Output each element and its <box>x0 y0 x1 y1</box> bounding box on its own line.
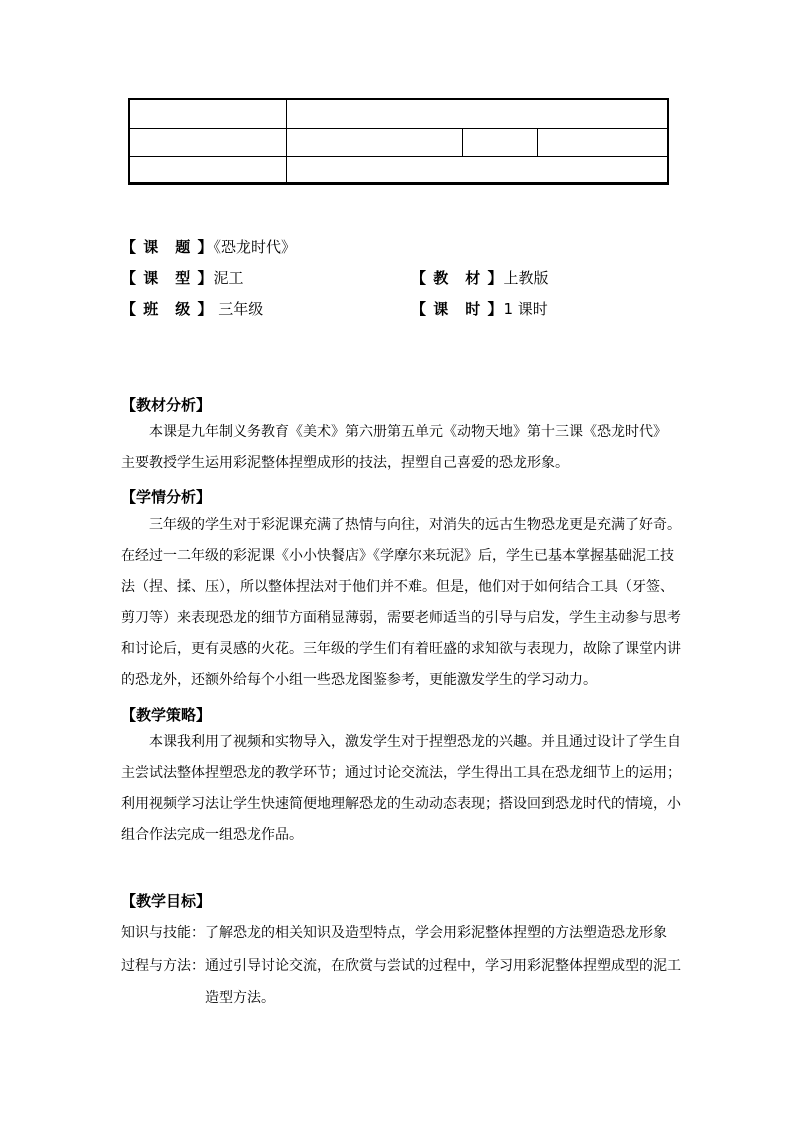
header-table <box>128 98 669 185</box>
text-line: 剪刀等）来表现恐龙的细节方面稍显薄弱，需要老师适当的引导与启发，学生主动参与思考 <box>121 610 681 626</box>
header-table-cell <box>287 157 667 184</box>
header-table-cell <box>287 100 667 128</box>
text-line: 法（捏、揉、压），所以整体捏法对于他们并不难。但是，他们对于如何结合工具（牙签、 <box>121 579 674 595</box>
text-line: 和讨论后，更有灵感的火花。三年级的学生们有着旺盛的求知欲与表现力，故除了课堂内讲 <box>121 641 681 657</box>
textbook-label: 【 教 材 】 <box>411 269 504 287</box>
period-line <box>411 298 548 319</box>
goal-process: 过程与方法：通过引导讨论交流，在欣赏与尝试的过程中，学习用彩泥整体捏塑成型的泥工 <box>121 958 681 974</box>
text-line: 本课是九年制义务教育《美术》第六册第五单元《动物天地》第十三课《恐龙时代》 <box>149 424 667 440</box>
header-table-cell <box>130 129 287 156</box>
textbook-line <box>411 267 548 288</box>
header-table-row <box>130 100 667 129</box>
text-line: 主要教授学生运用彩泥整体捏塑成形的技法，捏塑自己喜爱的恐龙形象。 <box>121 455 569 471</box>
teaching-strategy-text <box>121 727 681 851</box>
topic-value: 《恐龙时代》 <box>213 238 296 256</box>
student-analysis-title: 【学情分析】 <box>121 488 212 506</box>
header-table-cell <box>463 129 538 156</box>
header-table-cell <box>130 100 287 128</box>
text-line: 本课我利用了视频和实物导入，激发学生对于捏塑恐龙的兴趣。并且通过设计了学生自 <box>149 734 681 750</box>
header-table-row <box>130 157 667 184</box>
goal-knowledge: 知识与技能：了解恐龙的相关知识及造型特点，学会用彩泥整体捏塑的方法塑造恐龙形象 <box>121 925 667 941</box>
text-line: 在经过一二年级的彩泥课《小小快餐店》《学摩尔来玩泥》后，学生已基本掌握基础泥工技 <box>121 548 674 564</box>
text-line: 组合作法完成一组恐龙作品。 <box>121 827 303 843</box>
type-value: 泥工 <box>213 269 244 287</box>
material-analysis-text <box>121 417 676 479</box>
period-label: 【 课 时 】 <box>411 300 504 318</box>
goal-process-continued: 造型方法。 <box>205 990 275 1006</box>
teaching-goals-title: 【教学目标】 <box>121 892 212 910</box>
header-table-cell <box>287 129 463 156</box>
header-table-cell <box>538 129 667 156</box>
teaching-strategy-title: 【教学策略】 <box>121 706 212 724</box>
text-line: 利用视频学习法让学生快速简便地理解恐龙的生动动态表现；搭设回到恐龙时代的情境，小 <box>121 796 681 812</box>
type-label: 【 课 型 】 <box>121 269 214 287</box>
header-table-cell <box>130 157 287 184</box>
topic-line <box>121 236 296 257</box>
class-line <box>121 298 263 319</box>
class-label: 【 班 级 】 <box>121 300 214 318</box>
topic-label: 【 课 题 】 <box>121 238 214 256</box>
class-value: 三年级 <box>213 300 264 318</box>
text-line: 的恐龙外，还额外给每个小组一些恐龙图鉴参考，更能激发学生的学习动力。 <box>121 672 597 688</box>
text-line: 主尝试法整体捏塑恐龙的教学环节；通过讨论交流法，学生得出工具在恐龙细节上的运用； <box>121 765 681 781</box>
material-analysis-title: 【教材分析】 <box>121 396 212 414</box>
student-analysis-text <box>121 510 681 696</box>
textbook-value: 上教版 <box>503 269 549 287</box>
period-value: 1 课时 <box>503 300 548 318</box>
type-line <box>121 267 243 288</box>
header-table-row <box>130 129 667 157</box>
text-line: 三年级的学生对于彩泥课充满了热情与向往，对消失的远古生物恐龙更是充满了好奇。 <box>149 517 681 533</box>
